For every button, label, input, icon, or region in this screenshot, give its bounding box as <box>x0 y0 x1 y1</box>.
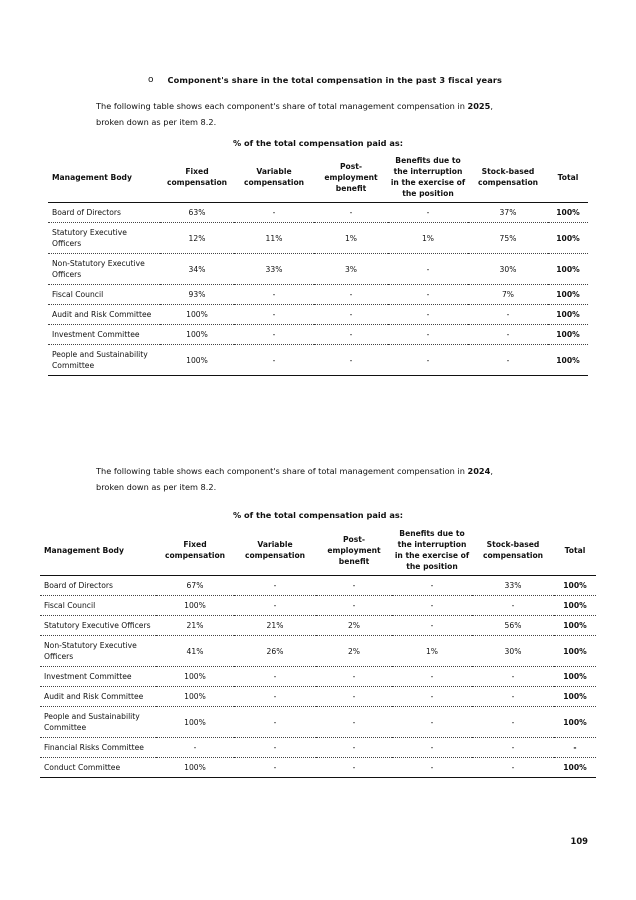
table-cell-stock: 37% <box>468 203 548 223</box>
table-cell-body: Fiscal Council <box>40 596 156 616</box>
table-cell-stock: 7% <box>468 285 548 305</box>
table-cell-post: - <box>316 738 392 758</box>
paragraph-2025-after: , broken down as per item 8.2. <box>96 101 493 127</box>
table-cell-interruption: - <box>388 345 468 376</box>
table-cell-total: 100% <box>554 758 596 778</box>
table-cell-body: Board of Directors <box>40 576 156 596</box>
table-cell-interruption: - <box>392 667 472 687</box>
table-cell-variable: 11% <box>234 223 314 254</box>
table-cell-interruption: - <box>388 305 468 325</box>
table-cell-interruption: - <box>392 576 472 596</box>
table-1-col-stock-based: Stock-based compensation <box>468 152 548 203</box>
section-heading-text: Component's share in the total compensation in the past 3 fiscal years <box>167 75 502 85</box>
table-cell-body: Audit and Risk Committee <box>40 687 156 707</box>
table-cell-total: 100% <box>548 345 588 376</box>
table-cell-variable: - <box>234 203 314 223</box>
paragraph-2025-before: The following table shows each component's share of total management compensation in <box>96 101 468 111</box>
table-cell-variable: - <box>234 667 316 687</box>
table-2-col-variable: Variable compensation <box>234 525 316 576</box>
table-row <box>40 758 596 778</box>
table-2-col-total: Total <box>554 525 596 576</box>
table-cell-body: Investment Committee <box>40 667 156 687</box>
table-cell-body: People and Sustainability Committee <box>48 345 160 376</box>
table-cell-variable: - <box>234 305 314 325</box>
table-cell-interruption: - <box>388 285 468 305</box>
table-cell-stock: - <box>468 345 548 376</box>
table-cell-fixed: 100% <box>160 325 234 345</box>
table-2-header-row <box>40 525 596 576</box>
table-cell-fixed: 93% <box>160 285 234 305</box>
table-cell-variable: - <box>234 285 314 305</box>
table-cell-stock: - <box>472 738 554 758</box>
table-cell-fixed: 41% <box>156 636 234 667</box>
table-cell-variable: - <box>234 707 316 738</box>
table-cell-interruption: - <box>392 616 472 636</box>
table-cell-interruption: - <box>392 596 472 616</box>
paragraph-2025 <box>96 98 508 130</box>
table-cell-body: Fiscal Council <box>48 285 160 305</box>
table-cell-post: - <box>316 758 392 778</box>
table-cell-variable: - <box>234 596 316 616</box>
table-cell-interruption: 1% <box>392 636 472 667</box>
table-cell-variable: - <box>234 758 316 778</box>
table-1-col-total: Total <box>548 152 588 203</box>
table-row <box>48 345 588 376</box>
table-cell-total: 100% <box>548 203 588 223</box>
compensation-table-2024 <box>40 525 596 778</box>
table-row <box>48 254 588 285</box>
table-cell-total: - <box>554 738 596 758</box>
table-cell-post: - <box>316 596 392 616</box>
table-cell-post: 2% <box>316 636 392 667</box>
compensation-table-2025 <box>48 152 588 376</box>
table-cell-stock: - <box>468 325 548 345</box>
table-row <box>40 576 596 596</box>
table-2-col-fixed: Fixed compensation <box>156 525 234 576</box>
table-cell-interruption: 1% <box>388 223 468 254</box>
table-cell-body: People and Sustainability Committee <box>40 707 156 738</box>
table-row <box>40 738 596 758</box>
table-row <box>40 667 596 687</box>
table-row <box>40 707 596 738</box>
table-cell-stock: - <box>472 707 554 738</box>
table-cell-post: - <box>316 667 392 687</box>
table-cell-variable: - <box>234 738 316 758</box>
table-cell-body: Statutory Executive Officers <box>40 616 156 636</box>
table-cell-post: - <box>314 305 388 325</box>
table-cell-post: - <box>316 707 392 738</box>
table-cell-fixed: 100% <box>156 758 234 778</box>
table-cell-post: - <box>316 687 392 707</box>
table-cell-interruption: - <box>388 203 468 223</box>
table-cell-variable: 33% <box>234 254 314 285</box>
table-cell-stock: 56% <box>472 616 554 636</box>
page-number: 109 <box>570 836 588 846</box>
section-heading <box>148 74 588 87</box>
table-cell-post: - <box>314 345 388 376</box>
table-cell-interruption: - <box>388 325 468 345</box>
table-cell-total: 100% <box>554 636 596 667</box>
table-cell-stock: - <box>468 305 548 325</box>
table-cell-post: 2% <box>316 616 392 636</box>
table-cell-body: Audit and Risk Committee <box>48 305 160 325</box>
table-cell-total: 100% <box>554 616 596 636</box>
table-1-header-row <box>48 152 588 203</box>
table-cell-body: Statutory Executive Officers <box>48 223 160 254</box>
table-cell-total: 100% <box>548 285 588 305</box>
table-1-col-interruption-benefits: Benefits due to the interruption in the exercise of the position <box>388 152 468 203</box>
table-cell-variable: 21% <box>234 616 316 636</box>
table-row <box>48 223 588 254</box>
table-row <box>40 596 596 616</box>
table-cell-total: 100% <box>548 223 588 254</box>
table-cell-stock: - <box>472 667 554 687</box>
table-cell-interruption: - <box>392 738 472 758</box>
paragraph-2024-after: , broken down as per item 8.2. <box>96 466 493 492</box>
table-cell-post: - <box>314 285 388 305</box>
table-cell-total: 100% <box>548 305 588 325</box>
table-cell-fixed: 12% <box>160 223 234 254</box>
table-cell-post: - <box>316 576 392 596</box>
paragraph-2024-before: The following table shows each component's share of total management compensation in <box>96 466 468 476</box>
table-cell-stock: 30% <box>472 636 554 667</box>
table-row <box>48 203 588 223</box>
table-1-col-management-body: Management Body <box>48 152 160 203</box>
table-cell-total: 100% <box>554 596 596 616</box>
table-row <box>48 285 588 305</box>
table-cell-fixed: 100% <box>156 596 234 616</box>
table-cell-variable: - <box>234 687 316 707</box>
table-row <box>48 305 588 325</box>
paragraph-2024-year: 2024 <box>467 466 491 476</box>
table-cell-body: Financial Risks Committee <box>40 738 156 758</box>
table-row <box>40 616 596 636</box>
table-1-col-variable: Variable compensation <box>234 152 314 203</box>
table-cell-body: Non-Statutory Executive Officers <box>48 254 160 285</box>
table-cell-fixed: 67% <box>156 576 234 596</box>
table-cell-total: 100% <box>554 576 596 596</box>
table-cell-body: Conduct Committee <box>40 758 156 778</box>
table-cell-total: 100% <box>548 325 588 345</box>
table-cell-body: Non-Statutory Executive Officers <box>40 636 156 667</box>
table-2-col-interruption-benefits: Benefits due to the interruption in the exercise of the position <box>392 525 472 576</box>
table-cell-body: Board of Directors <box>48 203 160 223</box>
table-cell-fixed: 21% <box>156 616 234 636</box>
table-2-col-stock-based: Stock-based compensation <box>472 525 554 576</box>
table-2-col-post-employment: Post-employment benefit <box>316 525 392 576</box>
paragraph-2025-year: 2025 <box>467 101 491 111</box>
table-1-col-post-employment: Post-employment benefit <box>314 152 388 203</box>
paragraph-2024 <box>96 463 508 495</box>
table-cell-fixed: 34% <box>160 254 234 285</box>
table-row <box>40 636 596 667</box>
table-cell-stock: 30% <box>468 254 548 285</box>
table-cell-stock: - <box>472 758 554 778</box>
table-1-caption: % of the total compensation paid as: <box>232 138 404 148</box>
table-2-caption: % of the total compensation paid as: <box>232 510 404 520</box>
table-cell-interruption: - <box>392 758 472 778</box>
table-cell-stock: 75% <box>468 223 548 254</box>
table-cell-stock: 33% <box>472 576 554 596</box>
table-cell-fixed: 100% <box>160 305 234 325</box>
table-cell-fixed: 63% <box>160 203 234 223</box>
table-cell-variable: 26% <box>234 636 316 667</box>
table-cell-stock: - <box>472 596 554 616</box>
bullet-icon: o <box>148 75 154 85</box>
table-cell-fixed: 100% <box>156 687 234 707</box>
table-cell-interruption: - <box>392 687 472 707</box>
table-cell-variable: - <box>234 576 316 596</box>
table-cell-fixed: - <box>156 738 234 758</box>
table-cell-total: 100% <box>548 254 588 285</box>
table-cell-fixed: 100% <box>156 667 234 687</box>
table-cell-variable: - <box>234 345 314 376</box>
table-cell-post: 3% <box>314 254 388 285</box>
table-1-col-fixed: Fixed compensation <box>160 152 234 203</box>
table-cell-post: - <box>314 203 388 223</box>
table-cell-stock: - <box>472 687 554 707</box>
table-cell-variable: - <box>234 325 314 345</box>
table-2-col-management-body: Management Body <box>40 525 156 576</box>
table-cell-total: 100% <box>554 687 596 707</box>
table-cell-fixed: 100% <box>156 707 234 738</box>
table-cell-total: 100% <box>554 667 596 687</box>
table-cell-interruption: - <box>392 707 472 738</box>
table-cell-fixed: 100% <box>160 345 234 376</box>
table-cell-post: 1% <box>314 223 388 254</box>
table-cell-post: - <box>314 325 388 345</box>
table-row <box>40 687 596 707</box>
table-cell-body: Investment Committee <box>48 325 160 345</box>
table-cell-total: 100% <box>554 707 596 738</box>
table-cell-interruption: - <box>388 254 468 285</box>
table-row <box>48 325 588 345</box>
